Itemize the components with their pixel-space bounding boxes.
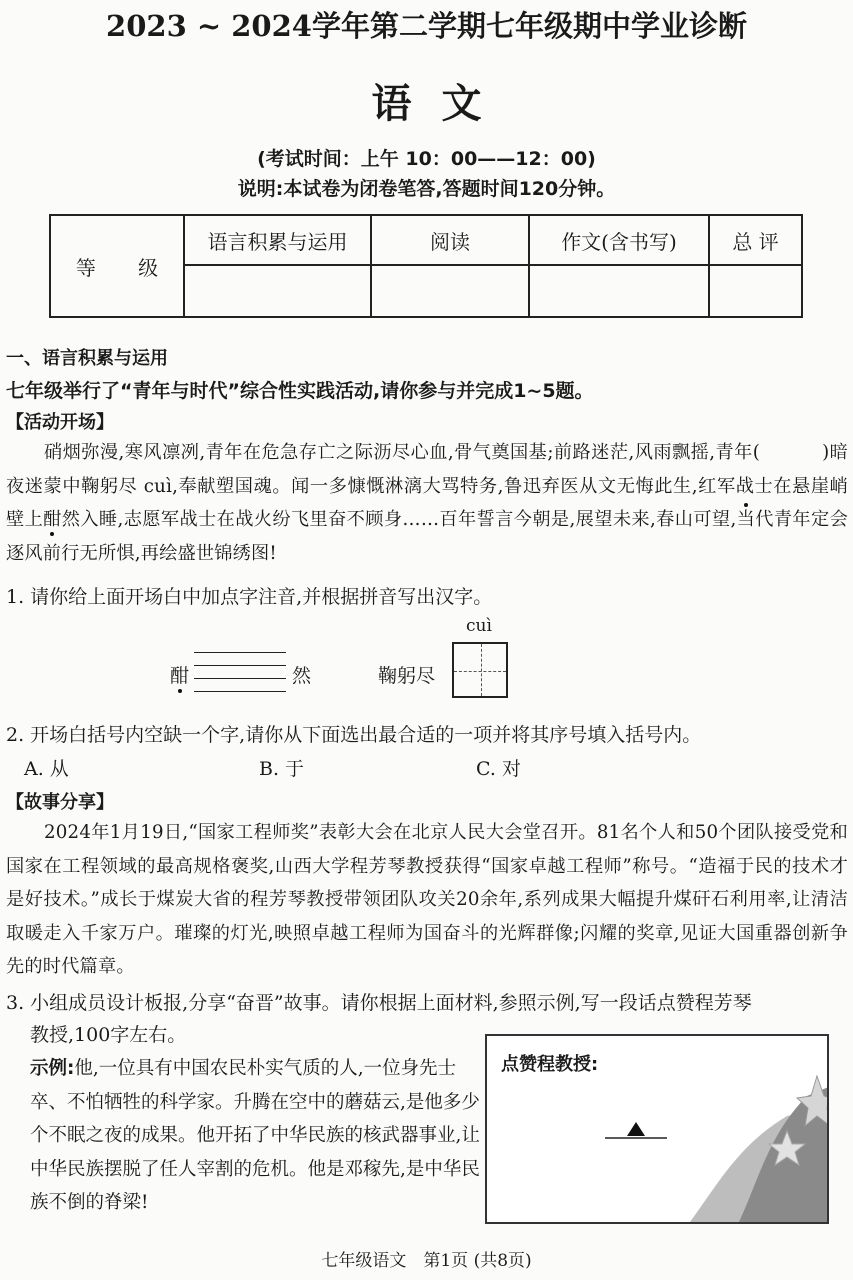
story-paragraph [6,816,848,984]
opening-text-d: 代青年定会逐风前行无所惧,再绘盛世锦绣图! [6,509,848,564]
grade-cell-writing[interactable] [529,265,709,317]
page-footer: 七年级语文 第1页 (共8页) [321,1251,532,1271]
q2-option-c[interactable]: C. 对 [476,758,521,780]
grade-table [49,214,803,318]
grade-cell-total[interactable] [709,265,802,317]
opening-paragraph [6,436,848,570]
example-paragraph [30,1052,480,1220]
triangle-marker-icon [627,1122,645,1136]
dotted-char: 酣 [43,509,62,530]
q1-char-1: 酣 [170,665,190,687]
dotted-char-2: 当 [736,509,756,530]
exam-instructions: 说明:本试卷为闭卷笔答,答题时间120分钟。 [237,178,616,200]
exam-title: 2023 ~ 2024学年第二学期七年级期中学业诊断 [106,9,747,43]
q2-option-a[interactable]: A. 从 [24,758,69,780]
grade-cell-reading[interactable] [371,265,529,317]
example-text: 他,一位具有中国农民朴实气质的人,一位身先士卒、不怕牺牲的科学家。升腾在空中的蘑菇云,是他多少个不眠之夜的成果。他开拓了中华民族的核武器事业,让中华民族摆脱了任人宰割的危机。他是邓稼先,是中华民族不倒的脊梁! [30,1058,480,1213]
question-1: 1. 请你给上面开场白中加点字注音,并根据拼音写出汉字。 [6,586,493,608]
question-3-line2: 教授,100字左右。 [30,1024,187,1046]
board-title: 点赞程教授: [501,1054,599,1075]
q1-pinyin: cuì [466,616,492,636]
grade-col-reading: 阅读 [371,215,529,265]
exam-time: (考试时间：上午 10：00——12：00) [257,148,596,170]
example-label: 示例: [30,1058,75,1079]
section-intro: 七年级举行了“青年与时代”综合性实践活动,请你参与并完成1~5题。 [6,380,594,402]
story-text: 2024年1月19日,“国家工程师奖”表彰大会在北京人民大会堂召开。81名个人和50个团队接受党和国家在工程领域的最高规格褒奖,山西大学程芳琴教授获得“国家卓越工程师”称号。“造福于民的技术才是好技术。”成长于煤炭大省的程芳琴教授带领团队攻关20余年,系列成果大幅提升煤矸石利用率,让清洁取暖走入千家万户。璀璨的灯光,映照卓越工程师为国奋斗的光辉群像;闪耀的奖章,见证大国重器创新争先的时代篇章。 [6,822,848,977]
board-decoration [487,1036,829,1224]
opening-text-a: 硝烟弥漫,寒风凛冽,青年在危急存亡之际沥尽心血,骨气奠国基;前路迷茫,风雨飘摇,青年( [44,442,761,463]
q2-option-b[interactable]: B. 于 [259,758,305,780]
question-2: 2. 开场白括号内空缺一个字,请你从下面选出最合适的一项并将其序号填入括号内。 [6,724,702,746]
grade-col-total: 总 评 [709,215,802,265]
q1-answer-box[interactable] [452,642,508,698]
grade-cell-language[interactable] [184,265,371,317]
grade-row-label: 等 级 [50,215,184,317]
opening-text-c: 然入睡,志愿军战士在战火纷飞里奋不顾身……百年誓言今朝是,展望未来,春山可望, [61,509,737,530]
opening-heading: 【活动开场】 [6,412,114,433]
praise-board[interactable] [485,1034,829,1224]
question-3-line1: 3. 小组成员设计板报,分享“奋晋”故事。请你根据上面材料,参照示例,写一段话点赞程芳琴 [6,992,752,1014]
q1-word: 鞠躬尽 [378,665,436,687]
subject-title: 语文 [371,80,512,127]
grade-col-language: 语言积累与运用 [184,215,371,265]
q1-char-2: 然 [292,665,312,687]
grade-col-writing: 作文(含书写) [529,215,709,265]
opening-text-b: )暗夜迷蒙中鞠躬尽 cuì,奉献塑国魂。闻一多慷慨淋漓大骂特务,鲁迅弃医从文无悔此生,红军战士在悬崖峭壁上 [6,442,848,530]
section-title: 一、语言积累与运用 [6,348,168,369]
story-heading: 【故事分享】 [6,792,114,813]
